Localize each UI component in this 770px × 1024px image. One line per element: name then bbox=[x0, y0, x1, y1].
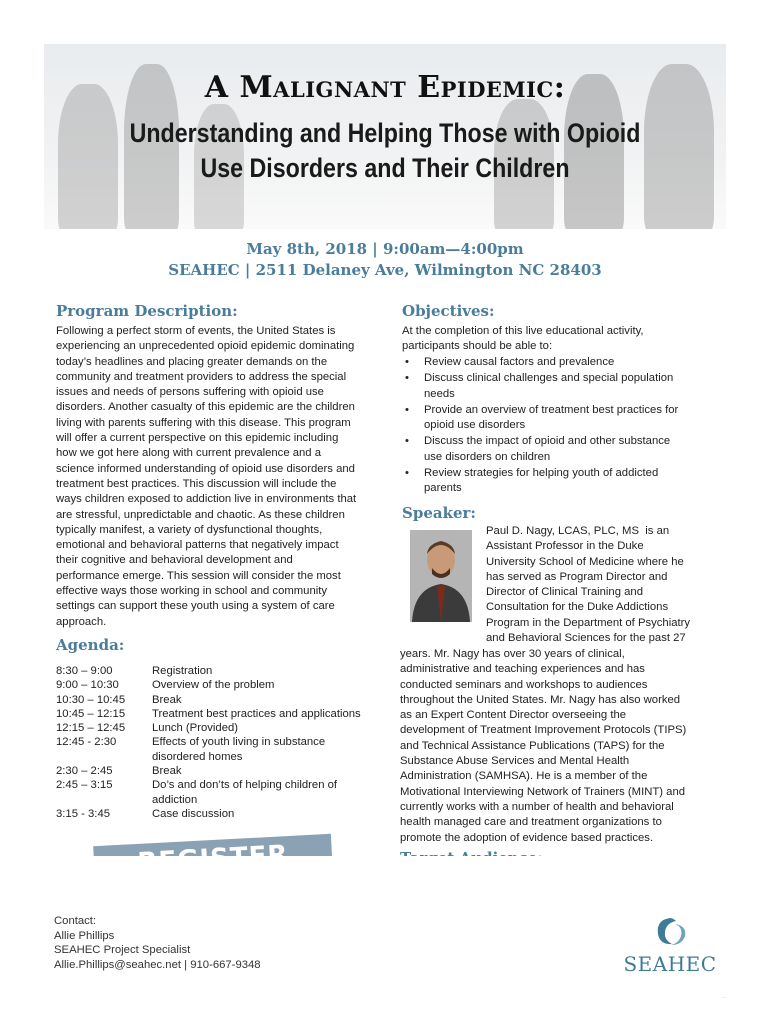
text-line: typically manifest, a variety of dysfunctional thoughts, bbox=[56, 523, 323, 536]
text-line: Motivational Interviewing Network of Trainers (MINT) and bbox=[400, 785, 686, 798]
text-line: participants should be able to: bbox=[402, 340, 553, 353]
text-line: settings can support these youth using a system of care bbox=[56, 600, 335, 613]
text-line: issues and needs of persons suffering with opioid use bbox=[56, 386, 324, 399]
text-line: today’s headlines and placing greater demands on the bbox=[56, 355, 328, 368]
text-line: and Technical Assistance Publications (TAPS) for the bbox=[400, 739, 665, 752]
contact-block bbox=[54, 914, 261, 972]
agenda-time: 10:30 – 10:45 bbox=[56, 693, 126, 706]
agenda-row bbox=[56, 664, 386, 678]
subtitle-line: Understanding and Helping Those with Opioid bbox=[129, 118, 641, 148]
contact-label: Contact: bbox=[54, 915, 97, 927]
agenda-item bbox=[152, 764, 386, 778]
objectives-heading: Objectives: bbox=[402, 302, 495, 320]
objective-item bbox=[402, 434, 722, 465]
text-line: • Review strategies for helping youth of addicted bbox=[424, 467, 659, 480]
text-line: Effects of youth living in substance bbox=[152, 736, 326, 749]
text-line: Break bbox=[152, 693, 182, 706]
text-line: Following a perfect storm of events, the United States is bbox=[56, 325, 336, 337]
agenda-time: 9:00 – 10:30 bbox=[56, 679, 119, 692]
text-line: health managed care and treatment organizations to bbox=[400, 816, 662, 829]
text-line bbox=[486, 524, 726, 539]
text-line: has served as Program Director and bbox=[486, 570, 668, 583]
flyer-page bbox=[44, 44, 726, 998]
speaker-portrait-icon bbox=[410, 530, 472, 622]
text-line: • Discuss the impact of opioid and other substance bbox=[424, 435, 671, 448]
text-line: Treatment best practices and applications bbox=[152, 707, 361, 720]
text-line: Program in the Department of Psychiatry bbox=[486, 616, 691, 629]
text-line: • Review causal factors and prevalence bbox=[424, 356, 615, 368]
agenda-row bbox=[56, 764, 386, 778]
text-line: how we got here along with current prevalence and a bbox=[56, 447, 322, 460]
text-line: Administration (SAMHSA). He is a member of the bbox=[400, 770, 648, 783]
text-line: opioid use disorders bbox=[424, 419, 526, 432]
contact-name: Allie Phillips bbox=[54, 929, 115, 942]
text-line: Case discussion bbox=[152, 807, 235, 820]
text-line: years. Mr. Nagy has over 30 years of clinical, bbox=[400, 648, 625, 660]
agenda-item bbox=[152, 707, 386, 721]
agenda-item bbox=[152, 664, 386, 678]
seahec-logo bbox=[620, 912, 720, 982]
text-line: Substance Abuse Services and Mental Health bbox=[400, 755, 630, 768]
speaker-name: Paul D. Nagy, LCAS, PLC, MS bbox=[486, 525, 639, 537]
text-line: will offer a current perspective on this epidemic including bbox=[56, 432, 339, 445]
text-line: needs bbox=[424, 387, 455, 400]
agenda-item bbox=[152, 678, 386, 692]
text-line: Overview of the problem bbox=[152, 679, 275, 692]
text-line: Do’s and don’ts of helping children of bbox=[152, 779, 338, 792]
text-line: living with parents suffering with this disease. This program bbox=[56, 416, 351, 429]
objective-item bbox=[402, 403, 722, 434]
text-line: science informed understanding of opioid use disorders and bbox=[56, 462, 355, 475]
contact-role: SEAHEC Project Specialist bbox=[54, 944, 191, 956]
agenda-row bbox=[56, 693, 386, 707]
contact-email-phone[interactable]: Allie.Phillips@seahec.net | 910-667-9348 bbox=[54, 958, 261, 971]
text-line: throughout the United States. Mr. Nagy has also worked bbox=[400, 693, 681, 706]
speaker-heading: Speaker: bbox=[402, 504, 476, 522]
agenda-row bbox=[56, 721, 386, 735]
program-description bbox=[56, 324, 396, 630]
text-line: At the completion of this live educational activity, bbox=[402, 325, 644, 337]
text-line: • Discuss clinical challenges and special population bbox=[424, 372, 674, 385]
text-line: emotional and behavioral patterns that negatively impact bbox=[56, 539, 339, 552]
text-fragment: is an bbox=[645, 525, 670, 537]
agenda-time: 12:15 – 12:45 bbox=[56, 722, 126, 735]
agenda-time: 2:45 – 3:15 bbox=[56, 779, 113, 792]
agenda-time: 8:30 – 9:00 bbox=[56, 665, 113, 677]
speaker-bio-side bbox=[486, 524, 726, 646]
text-line: • Provide an overview of treatment best practices for bbox=[424, 403, 679, 416]
text-line: University School of Medicine where he bbox=[486, 555, 684, 568]
text-line: effective ways those working in school and community bbox=[56, 585, 328, 598]
text-line: development of Treatment Improvement Protocols (TIPS) bbox=[400, 724, 687, 737]
agenda-item bbox=[152, 735, 386, 764]
text-line: community and treatment providers to address the special bbox=[56, 370, 347, 383]
agenda-row bbox=[56, 678, 386, 692]
speaker-photo bbox=[410, 530, 472, 622]
agenda-item bbox=[152, 807, 386, 821]
text-line: experiencing an unprecedented opioid epidemic dominating bbox=[56, 340, 355, 353]
text-line: use disorders on children bbox=[424, 450, 551, 463]
objective-item bbox=[402, 466, 722, 497]
objective-item bbox=[402, 371, 722, 402]
agenda-row bbox=[56, 807, 386, 821]
agenda-time: 2:30 – 2:45 bbox=[56, 765, 113, 778]
program-heading: Program Description: bbox=[56, 302, 238, 320]
objectives-list bbox=[402, 355, 722, 498]
agenda-row bbox=[56, 735, 386, 764]
text-line: Break bbox=[152, 765, 182, 778]
agenda-time: 3:15 - 3:45 bbox=[56, 807, 111, 820]
agenda-row bbox=[56, 778, 386, 807]
seahec-swirl-icon bbox=[620, 912, 720, 952]
text-line: ways children exposed to addiction live in environments that bbox=[56, 493, 357, 506]
text-line: and Behavioral Sciences for the past 27 bbox=[486, 632, 686, 645]
agenda-item bbox=[152, 778, 386, 807]
logo-text: SEAHEC bbox=[623, 952, 717, 976]
agenda-time: 10:45 – 12:15 bbox=[56, 707, 126, 720]
hero-banner bbox=[44, 44, 726, 229]
agenda-item bbox=[152, 721, 386, 735]
text-line: as an Expert Content Director overseeing the bbox=[400, 709, 627, 722]
text-line: treatment best practices. This discussion will include the bbox=[56, 477, 337, 490]
text-line: Director of Clinical Training and bbox=[486, 586, 643, 599]
text-line: are stressful, unpredictable and chaotic. As these children bbox=[56, 508, 345, 521]
speaker-bio bbox=[400, 647, 726, 846]
text-line: Assistant Professor in the Duke bbox=[486, 540, 644, 553]
event-date-time: May 8th, 2018 | 9:00am—4:00pm bbox=[246, 240, 524, 258]
text-line: their cognitive and behavioral development and bbox=[56, 554, 293, 567]
agenda-item bbox=[152, 693, 386, 707]
text-line: addiction bbox=[152, 793, 198, 806]
text-line: disordered homes bbox=[152, 750, 243, 763]
text-line: parents bbox=[424, 482, 462, 495]
objectives-intro bbox=[402, 324, 722, 355]
text-line: currently works with a number of health and behavioral bbox=[400, 800, 674, 813]
flyer-subtitle bbox=[92, 116, 679, 186]
text-line: Lunch (Provided) bbox=[152, 722, 239, 735]
text-line: administrative and teaching experiences and has bbox=[400, 663, 645, 676]
text-line: conducted seminars and workshops to audiences bbox=[400, 678, 648, 691]
text-line: approach. bbox=[56, 615, 107, 628]
agenda-heading: Agenda: bbox=[56, 636, 125, 654]
event-location: SEAHEC | 2511 Delaney Ave, Wilmington NC 28403 bbox=[168, 261, 602, 279]
agenda-time: 12:45 - 2:30 bbox=[56, 736, 117, 749]
text-line: Registration bbox=[152, 665, 213, 677]
agenda-table bbox=[56, 664, 386, 821]
text-line: Consultation for the Duke Addictions bbox=[486, 601, 669, 614]
text-line: promote the adoption of evidence based practices. bbox=[400, 831, 654, 844]
objective-item bbox=[402, 355, 722, 370]
subtitle-line: Use Disorders and Their Children bbox=[200, 153, 570, 183]
agenda-row bbox=[56, 707, 386, 721]
flyer-title: A Malignant Epidemic: bbox=[204, 70, 566, 105]
text-line: performance emerge. This session will consider the most bbox=[56, 569, 341, 582]
text-line: disorders. Another casualty of this epidemic are the children bbox=[56, 401, 355, 414]
